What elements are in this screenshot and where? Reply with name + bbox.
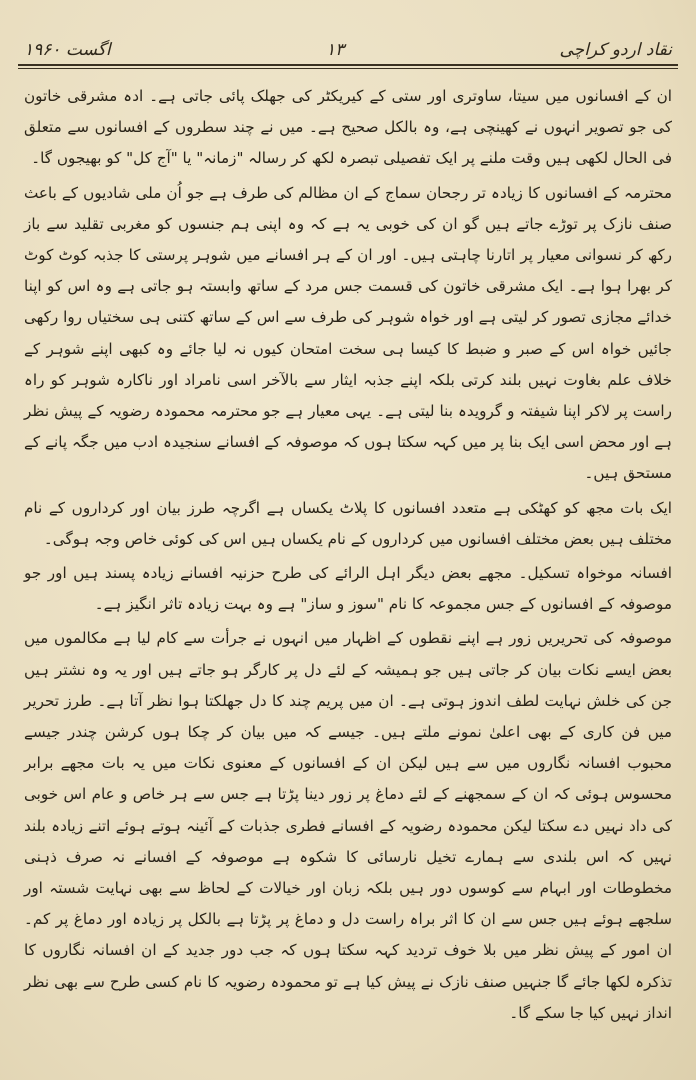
article-body	[18, 81, 678, 1029]
header-date: اگست ۱۹۶۰	[24, 40, 111, 60]
paragraph: ایک بات مجھ کو کھٹکی ہے متعدد افسانوں کا پلاٹ یکساں ہے اگرچہ طرز بیان اور کرداروں کے نام مختلف ہیں بعض مختلف افسانوں میں کرداروں کے نام یکساں ہیں اس کی کوئی خاص وجہ ہوگی۔	[24, 498, 672, 548]
paragraph: ان کے افسانوں میں سیتا، ساوتری اور ستی کے کیریکٹر کی جھلک پائی جاتی ہے۔ ادہ مشرقی خاتون کی جو تصویر انہوں نے کھینچی ہے، وہ بالکل صحیح ہے۔ میں نے چند سطروں کے افسانوں سے متعلق فی الحال لکھی ہیں وقت ملنے پر ایک تفصیلی تبصرہ لکھ کر رسالہ "زمانہ" یا "آج کل" کو بھیجوں گا۔	[24, 87, 672, 168]
journal-title: نقاد اردو کراچی	[559, 40, 672, 60]
paragraph: محترمہ کے افسانوں کا زیادہ تر رجحان سماج کے ان مظالم کی طرف ہے جو اُن ملی شادیوں کے باعث صنف نازک پر توڑے جاتے ہیں گو ان کی خوبی یہ ہے کہ وہ اپنی ہم جنسوں کو مغربی تقلید سے باز رکھ کر نسوانی معیار پر اتارنا چاہتی ہیں۔ اور ان کے ہر افسانے میں شوہر پرستی کا جذبہ کوٹ کوٹ کر بھرا ہوا ہے۔ ایک مشرقی خاتون کی قسمت جس مرد کے ساتھ وابستہ ہو جاتی ہے وہ اس کو اپنا خدائے مجازی تصور کر لیتی ہے اور خواہ شوہر کی طرف سے اس کے ساتھ کتنی ہی سختیاں روا رکھی جائیں خواہ اس کے صبر و ضبط کا کیسا ہی سخت امتحان کیوں نہ لیا جائے وہ کبھی اپنے شوہر کے خلاف علم بغاوت نہیں بلند کرتی بلکہ اپنے جذبہ ایثار سے بالآخر اسی نامراد اور ناکارہ شوہر کو راہ راست پر لاکر اپنا شیفتہ و گرویدہ بنا لیتی ہے۔ یہی معیار ہے جو محترمہ محمودہ رضویہ کے پیش نظر ہے اور محض اسی ایک بنا پر میں کہہ سکتا ہوں کہ موصوفہ کے افسانے سنجیدہ ادب میں جگہ پانے کے مستحق ہیں۔	[24, 183, 672, 483]
header-rule-thin	[18, 68, 678, 69]
page-number: ۱۳	[325, 40, 345, 60]
paragraph: افسانہ موخواہ تسکیل۔ مجھے بعض دیگر اہل الرائے کی طرح حزنیہ افسانے زیادہ پسند ہیں اور جو موصوفہ کے افسانوں کے جس مجموعہ کا نام "سوز و ساز" ہے وہ بہت زیادہ تاثر انگیز ہے۔	[24, 564, 672, 614]
paragraph: موصوفہ کی تحریریں زور ہے اپنے نقطوں کے اظہار میں انہوں نے جرأت سے کام لیا ہے مکالموں میں بعض ایسے نکات بیان کر جاتی ہیں جو ہمیشہ کے لئے دل پر کارگر ہو جاتے ہیں اور یہ وہ نشتر ہیں جن کی خلش نہایت لطف اندوز ہوتی ہے۔ ان میں پریم چند کا دل جھلکتا ہوا نظر آتا ہے۔ طرز تحریر میں فن کاری کے بھی اعلیٰ نمونے ملتے ہیں۔ جیسے کہ میں بیان کر چکا ہوں کرشن چندر جیسے محبوب افسانہ نگاروں میں سے ہیں لیکن ان کے افسانوں کے معنوی نکات میں یہ بات مجھے برابر محسوس ہوئی کہ ان کے سمجھنے کے لئے دماغ پر زور دینا پڑتا ہے جس سے ہر خاص و عام اس خوبی کی داد نہیں دے سکتا لیکن محمودہ رضویہ کے افسانے فطری جذبات کے آئینہ ہوتے ہوئے اتنے زیادہ بلند نہیں کہ اس بلندی سے ہمارے تخیل نارسائی کا شکوہ ہے موصوفہ کے افسانے نہ صرف ذہنی مخطوطات اور ابہام سے کوسوں دور ہیں بلکہ زبان اور خیالات کے لحاظ سے بھی نہایت شستہ اور سلجھے ہوئے ہیں جس سے ان کا اثر براہ راست دل و دماغ پر پڑتا ہے بالکل پر زیادہ اور دماغ پر کم۔ ان امور کے پیش نظر میں بلا خوف تردید کہہ سکتا ہوں کہ جب دور جدید کے ان افسانہ نگاروں کا تذکرہ لکھا جائے گا جنہیں صنف نازک نے پیش کیا ہے تو محمودہ رضویہ کا نام کسی طرح سے بھی نظر انداز نہیں کیا جا سکے گا۔	[24, 629, 672, 1022]
page-header	[18, 26, 678, 60]
header-rule	[18, 64, 678, 66]
